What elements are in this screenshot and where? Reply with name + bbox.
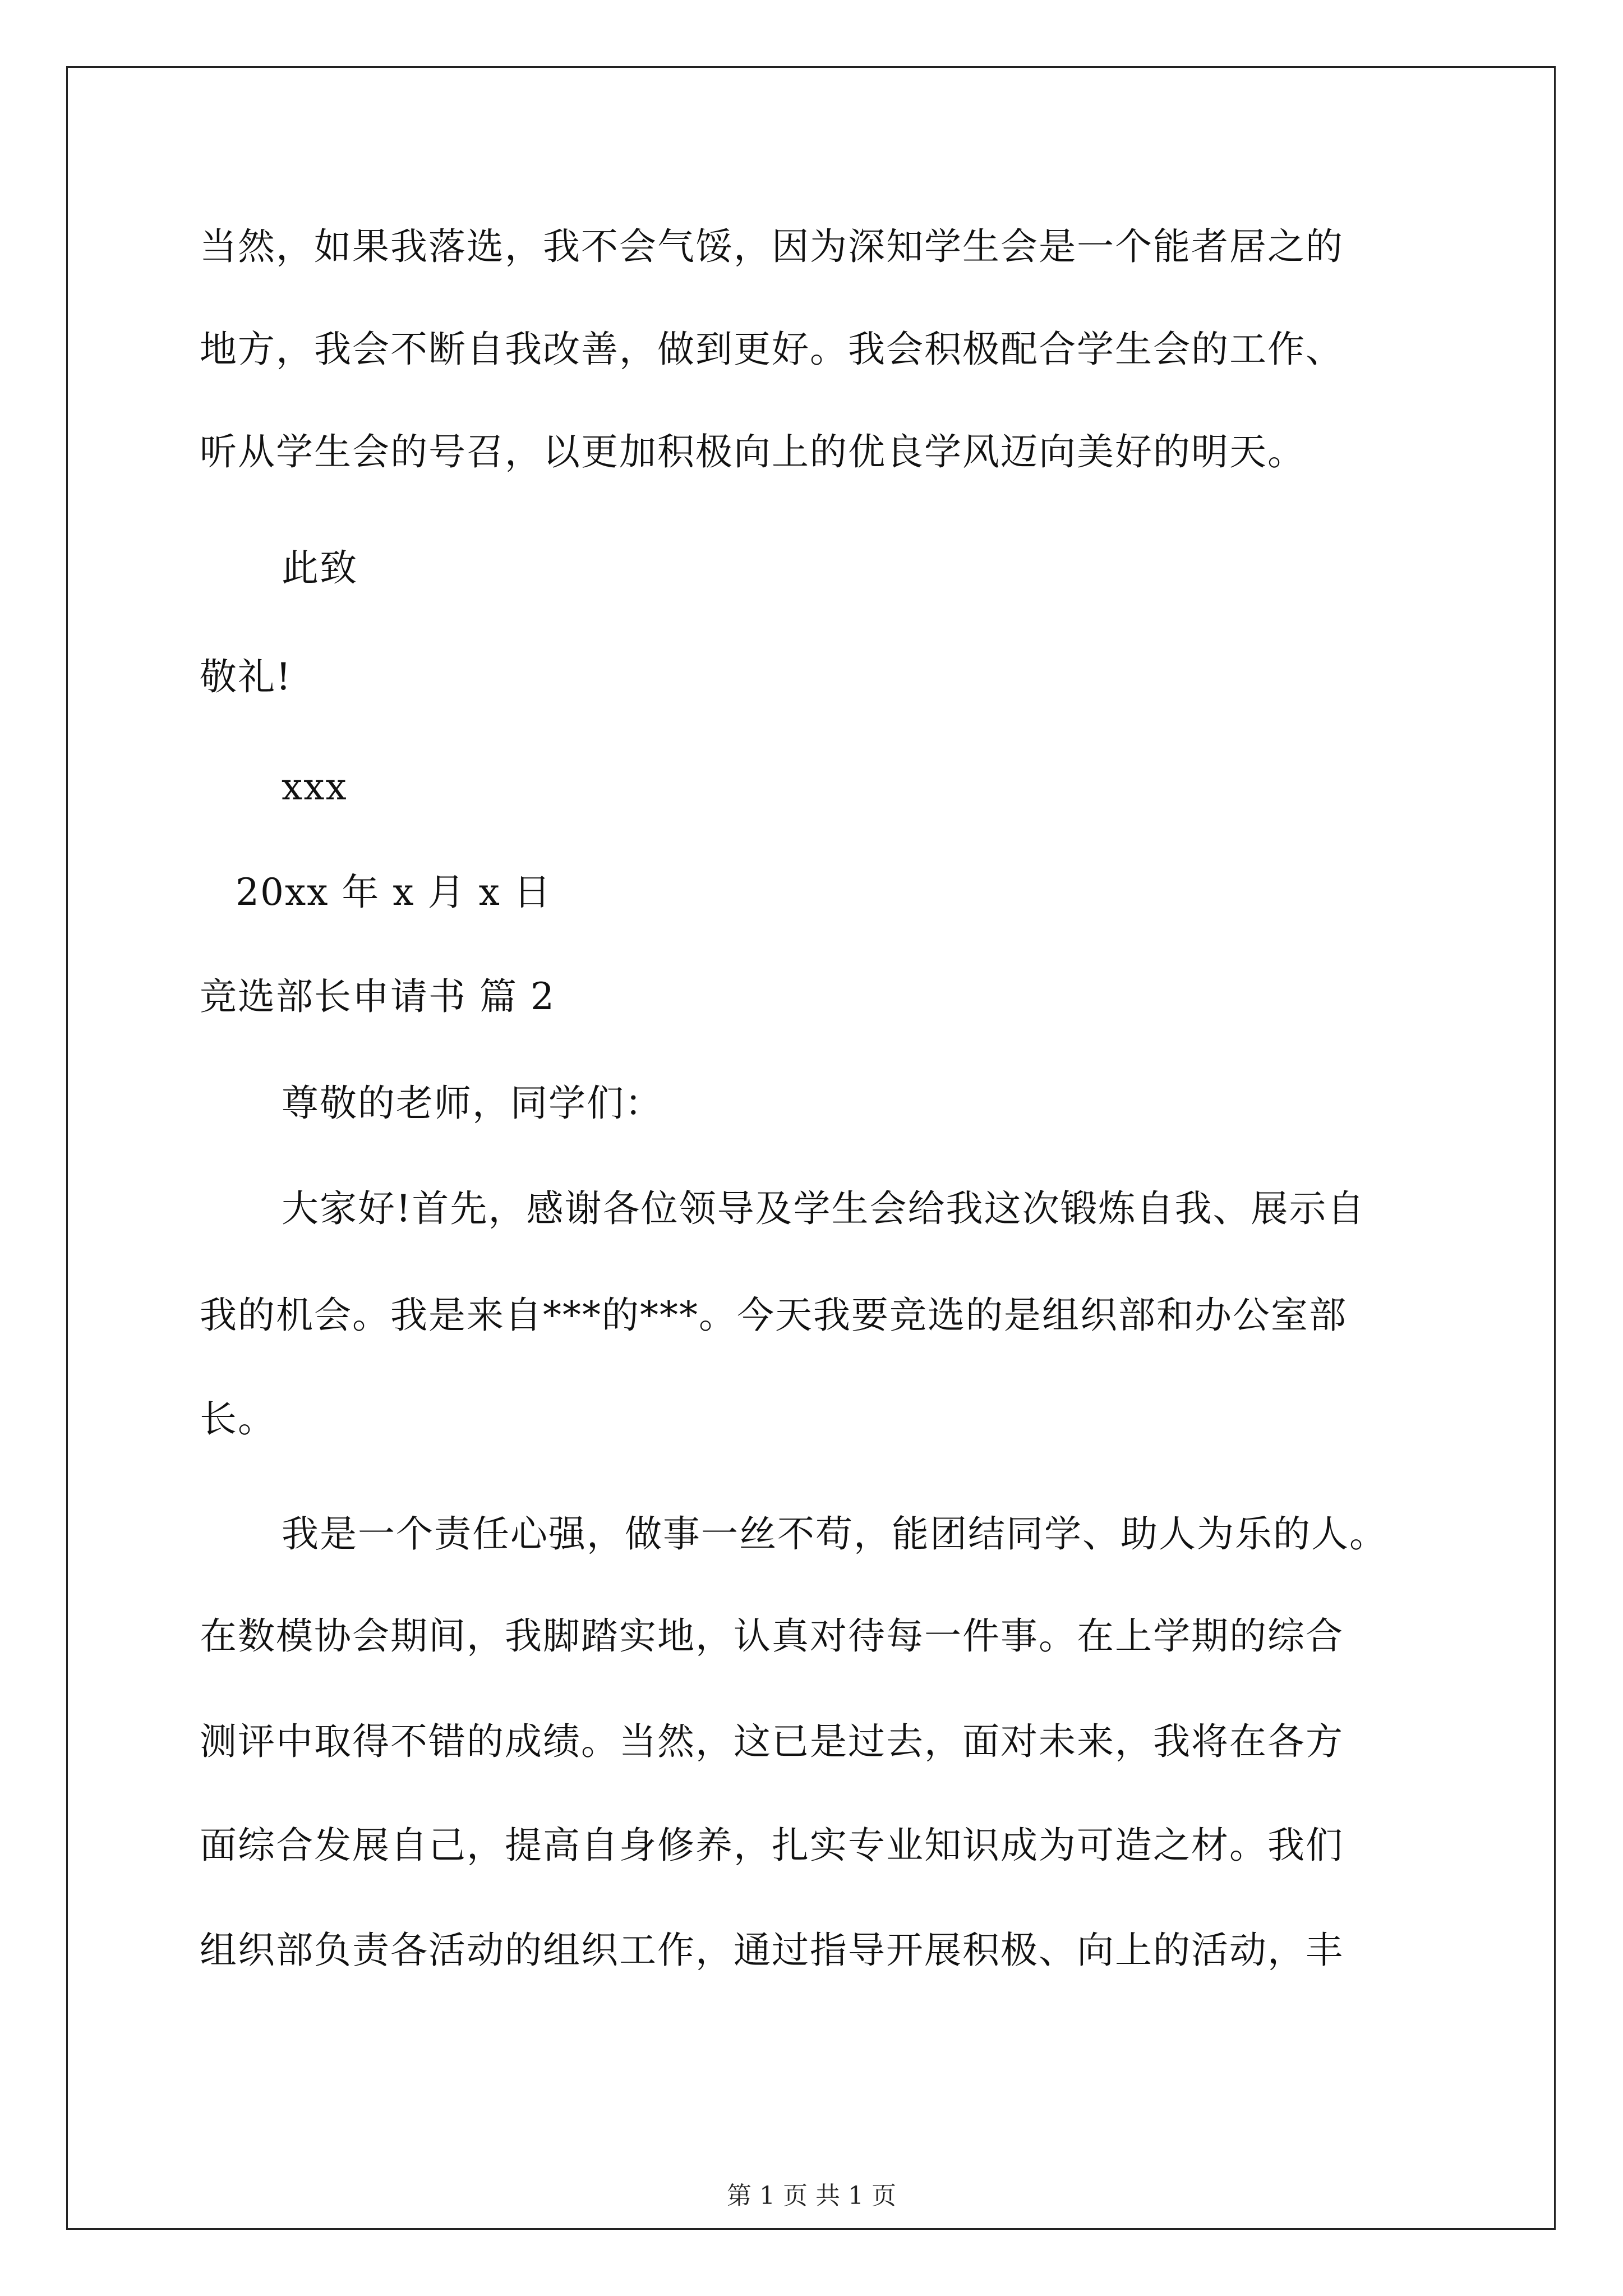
closing-regards: 敬礼! xyxy=(200,655,292,698)
paragraph-line: 在数模协会期间，我脚踏实地，认真对待每一件事。在上学期的综合 xyxy=(200,1614,1344,1658)
page-number-footer: 第 1 页 共 1 页 xyxy=(727,2182,896,2210)
paragraph-line: 组织部负责各活动的组织工作，通过指导开展积极、向上的活动，丰 xyxy=(200,1929,1344,1972)
paragraph-line: 测评中取得不错的成绩。当然，这已是过去，面对未来，我将在各方 xyxy=(200,1720,1344,1763)
paragraph-line: 我的机会。我是来自***的***。今天我要竞选的是组织部和办公室部 xyxy=(200,1294,1347,1337)
paragraph-line: 当然，如果我落选，我不会气馁，因为深知学生会是一个能者居之的 xyxy=(200,225,1344,268)
page-border xyxy=(66,66,1556,2230)
closing-salutation: 此致 xyxy=(282,546,358,590)
greeting: 尊敬的老师，同学们： xyxy=(282,1082,663,1125)
signature-date: 20xx 年 x 月 x 日 xyxy=(236,871,552,914)
paragraph-line: 面综合发展自己，提高自身修养，扎实专业知识成为可造之材。我们 xyxy=(200,1824,1344,1867)
paragraph-line: 听从学生会的号召，以更加积极向上的优良学风迈向美好的明天。 xyxy=(200,430,1306,473)
paragraph-line: 我是一个责任心强，做事一丝不苟，能团结同学、助人为乐的人。 xyxy=(282,1512,1387,1556)
paragraph-line: 长。 xyxy=(200,1397,276,1441)
section-title: 竞选部长申请书 篇 2 xyxy=(200,975,555,1018)
paragraph-line: 大家好!首先，感谢各位领导及学生会给我这次锻炼自我、展示自 xyxy=(282,1187,1366,1230)
paragraph-line: 地方，我会不断自我改善，做到更好。我会积极配合学生会的工作、 xyxy=(200,328,1344,371)
signature-name: xxx xyxy=(282,765,348,808)
